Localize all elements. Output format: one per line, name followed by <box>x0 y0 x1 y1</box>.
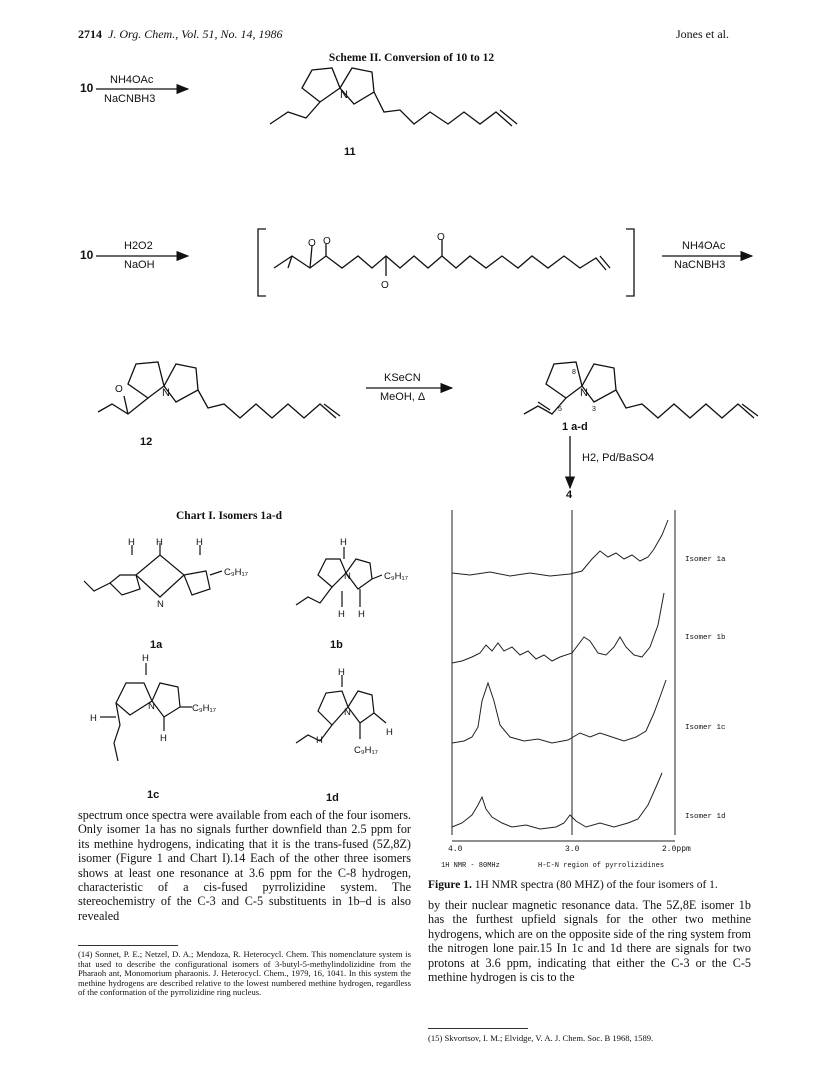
compound-11-label: 11 <box>344 146 356 158</box>
row1-start-label: 10 <box>80 81 94 95</box>
axis-tick-3: 3.0 <box>565 845 580 854</box>
svg-text:H: H <box>386 727 393 738</box>
svg-text:H: H <box>316 735 323 746</box>
row2-reagent2-bottom: NaCNBH3 <box>674 259 726 271</box>
chart-isomers-diagram <box>60 525 430 810</box>
svg-text:H: H <box>128 537 135 548</box>
compound-1-label: 1 a-d <box>562 421 588 433</box>
undecenyl-chain-11 <box>374 92 512 126</box>
bracket-right <box>626 229 634 296</box>
undecenyl-chain-12 <box>198 390 336 418</box>
figure-caption <box>428 879 758 891</box>
journal-citation: J. Org. Chem., Vol. 51, No. 14, 1986 <box>108 27 283 41</box>
svg-text:O: O <box>381 280 389 291</box>
trace-1a <box>452 520 668 576</box>
svg-text:N: N <box>580 387 588 399</box>
isomer-1a-label: 1a <box>150 639 163 651</box>
svg-text:N: N <box>344 571 351 582</box>
row3-reagent-bottom: MeOH, Δ <box>380 391 426 403</box>
axis-caption-left: 1H NMR - 80MHz <box>441 862 500 870</box>
epoxide <box>98 398 148 414</box>
figure-caption-text: 1H NMR spectra (80 MHZ) of the four isomers of 1. <box>474 879 718 891</box>
undecenyl-chain-1 <box>616 390 754 418</box>
svg-text:5: 5 <box>558 406 562 413</box>
isomer-1d-label: 1d <box>326 792 339 804</box>
svg-text:C₉H₁₇: C₉H₁₇ <box>354 745 378 756</box>
trace-label-1b: Isomer 1b <box>685 634 726 642</box>
isomer-1c-label: 1c <box>147 789 160 801</box>
svg-text:N: N <box>148 701 155 712</box>
svg-text:N: N <box>344 707 351 718</box>
row1-reagent-top: NH4OAc <box>110 74 154 86</box>
trace-label-1a: Isomer 1a <box>685 556 726 564</box>
scheme-title: Scheme II. Conversion of 10 to 12 <box>328 52 495 64</box>
footnote-14: (14) Sonnet, P. E.; Netzel, D. A.; Mendoza, R. Heterocycl. Chem. This nomenclature system is that used to describe the configurational isomers of 3-butyl-5-methylindolizidine from the Pharaoh ant, Monomorium pharaonis. J. Heterocycl. Chem., 1979, 16, 1041. In this system the methine hydrogens are described relative to the lowest numbered methine hydrogen, regardless of the conformation of the pyrrolizidine ring nucleus. <box>78 949 411 998</box>
svg-text:C₉H₁₇: C₉H₁₇ <box>384 571 408 582</box>
triketone-chain <box>274 256 606 270</box>
row1-reagent-bottom: NaCNBH3 <box>104 93 156 105</box>
svg-text:H: H <box>340 537 347 548</box>
pyrrolizidine-11 <box>302 68 374 104</box>
svg-text:H: H <box>338 667 345 678</box>
svg-text:C₉H₁₇: C₉H₁₇ <box>192 703 216 714</box>
svg-text:O: O <box>115 384 123 395</box>
author-header: Jones et al. <box>676 27 729 41</box>
bracket-left <box>258 229 266 296</box>
row3-reagent-top: KSeCN <box>384 372 421 384</box>
row2-reagent2-top: NH4OAc <box>682 240 726 252</box>
row3-reagent-down: H2, Pd/BaSO4 <box>582 452 655 464</box>
trace-1d <box>452 773 662 829</box>
svg-text:H: H <box>196 537 203 548</box>
isomer-1b-label: 1b <box>330 639 343 651</box>
row2-reagent-top: H2O2 <box>124 240 153 252</box>
trace-label-1c: Isomer 1c <box>685 724 726 732</box>
compound-4-label: 4 <box>566 489 573 501</box>
svg-text:H: H <box>358 609 365 620</box>
propyl-chain <box>270 102 320 124</box>
footnote-rule-left <box>78 945 178 946</box>
axis-tick-4: 4.0 <box>448 845 463 854</box>
compound-12-label: 12 <box>140 436 153 448</box>
axis-caption-right: H-C-N region of pyrrolizidines <box>538 862 665 870</box>
trace-1b <box>452 593 664 663</box>
footnote-15: (15) Skvortsov, I. M.; Elvidge, V. A. J. Chem. Soc. B 1968, 1589. <box>428 1033 654 1043</box>
svg-text:H: H <box>90 713 97 724</box>
trace-label-1d: Isomer 1d <box>685 813 726 821</box>
svg-text:H: H <box>142 653 149 664</box>
svg-text:N: N <box>157 599 164 610</box>
right-body-paragraph: by their nuclear magnetic resonance data. The 5Z,8E isomer 1b has the furthest upfield signals for the other two methine hydrogens, which are on the opposite side of the ring system from the nitrogen lone pair.15 In 1c and 1d there are signals for two protons at 3.6 ppm, indicating that either the C-3 or the C-5 methine hydrogen is cis to the <box>428 898 751 985</box>
chart-title: Chart I. Isomers 1a-d <box>176 510 283 522</box>
trace-1c <box>452 680 666 743</box>
svg-text:3: 3 <box>592 406 596 413</box>
svg-text:O: O <box>437 232 445 243</box>
svg-text:8: 8 <box>572 369 576 376</box>
row2-reagent-bottom: NaOH <box>124 259 155 271</box>
svg-text:C₉H₁₇: C₉H₁₇ <box>224 567 248 578</box>
left-body-paragraph: spectrum once spectra were available from each of the four isomers. Only isomer 1a has no signals further downfield than 2.5 ppm for its methine hydrogens, indicating that it is the trans-fused (5Z,8Z) isomer (Figure 1 and Chart I).14 Each of the other three isomers shows at least one resonance at 3.6 ppm for the C-8 hydrogen, characteristic of a cis-fused pyrrolizidine system. The stereochemistry of the C-3 and C-5 substituents in 1b–d is also revealed <box>78 808 411 923</box>
row2-start-label: 10 <box>80 248 94 262</box>
n-atom-11: N <box>340 89 348 101</box>
svg-text:O: O <box>308 238 316 249</box>
svg-text:O: O <box>323 236 331 247</box>
svg-text:H: H <box>160 733 167 744</box>
svg-text:N: N <box>162 387 170 399</box>
footnote-rule-right <box>428 1028 528 1029</box>
page-number: 2714 <box>78 27 102 41</box>
figure-caption-label: Figure 1. <box>428 879 472 891</box>
svg-text:H: H <box>338 609 345 620</box>
svg-text:H: H <box>156 537 163 548</box>
axis-tick-2: 2.0ppm <box>662 845 691 854</box>
